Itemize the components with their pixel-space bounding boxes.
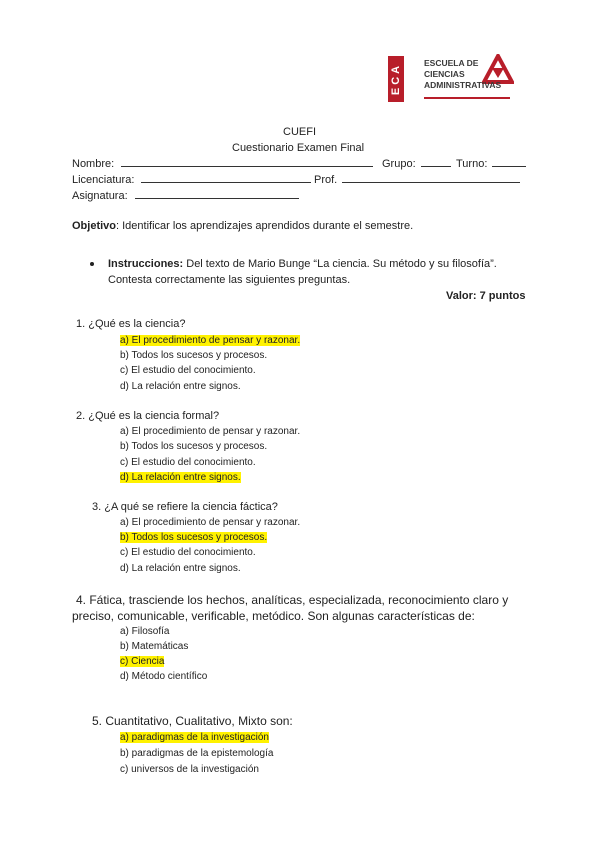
field-row-turno — [456, 157, 526, 170]
nombre-input-line[interactable] — [121, 157, 373, 167]
field-row-nombre — [72, 157, 373, 170]
turno-label: Turno: — [456, 158, 488, 170]
instrucciones-line-1 — [108, 258, 497, 270]
logo-side-bar — [388, 56, 404, 102]
logo-side-text: ECA — [390, 62, 402, 96]
q5-option-a[interactable]: a) paradigmas de la investigación — [120, 732, 269, 743]
question-5: 5. Cuantitativo, Cualitativo, Mixto son: — [92, 714, 293, 728]
question-4-line-1: 4. Fática, trasciende los hechos, analíticas, especializada, reconocimiento claro y — [76, 593, 509, 607]
question-2: 2. ¿Qué es la ciencia formal? — [76, 410, 220, 422]
prof-label: Prof. — [314, 174, 338, 186]
q4-option-d[interactable]: d) Método científico — [120, 671, 208, 682]
logo-underline — [424, 97, 510, 99]
doc-subtitle: Cuestionario Examen Final — [232, 142, 365, 154]
field-row-asignatura — [72, 189, 299, 202]
grupo-label: Grupo: — [382, 158, 416, 170]
field-row-prof — [314, 173, 520, 186]
licenciatura-input-line[interactable] — [141, 173, 311, 183]
objetivo — [72, 220, 413, 232]
logo-line-2: CIENCIAS — [424, 69, 465, 79]
bullet-icon — [90, 262, 94, 266]
asignatura-label: Asignatura: — [72, 190, 128, 202]
grupo-input-line[interactable] — [421, 157, 451, 167]
q2-option-c[interactable]: c) El estudio del conocimiento. — [120, 457, 256, 468]
q1-option-b[interactable]: b) Todos los sucesos y procesos. — [120, 350, 268, 361]
q4-option-b[interactable]: b) Matemáticas — [120, 641, 189, 652]
q1-option-c[interactable]: c) El estudio del conocimiento. — [120, 365, 256, 376]
question-1: 1. ¿Qué es la ciencia? — [76, 318, 186, 330]
q3-option-a[interactable]: a) El procedimiento de pensar y razonar. — [120, 517, 301, 528]
school-logo — [382, 50, 518, 112]
logo-line-1: ESCUELA DE — [424, 58, 479, 68]
instrucciones-text-1: Del texto de Mario Bunge “La ciencia. Su método y su filosofía”. — [183, 258, 497, 270]
q5-option-c[interactable]: c) universos de la investigación — [120, 764, 259, 775]
q4-option-a[interactable]: a) Filosofía — [120, 626, 170, 637]
prof-input-line[interactable] — [342, 173, 520, 183]
q1-option-d[interactable]: d) La relación entre signos. — [120, 381, 241, 392]
licenciatura-label: Licenciatura: — [72, 174, 135, 186]
q5-option-b[interactable]: b) paradigmas de la epistemología — [120, 748, 274, 759]
q2-option-d[interactable]: d) La relación entre signos. — [120, 472, 241, 483]
q4-option-c[interactable]: c) Ciencia — [120, 656, 165, 667]
valor-label: Valor: 7 puntos — [446, 290, 526, 302]
q3-option-c[interactable]: c) El estudio del conocimiento. — [120, 547, 256, 558]
objetivo-text: : Identificar los aprendizajes aprendidos durante el semestre. — [116, 220, 414, 232]
turno-input-line[interactable] — [492, 157, 526, 167]
q1-option-a[interactable]: a) El procedimiento de pensar y razonar. — [120, 335, 301, 346]
field-row-licenciatura — [72, 173, 311, 186]
question-3: 3. ¿A qué se refiere la ciencia fáctica? — [92, 501, 278, 513]
nombre-label: Nombre: — [72, 158, 115, 170]
q3-option-b[interactable]: b) Todos los sucesos y procesos. — [120, 532, 268, 543]
doc-title: CUEFI — [283, 126, 316, 138]
objetivo-label: Objetivo — [72, 220, 117, 232]
instrucciones-text-2: Contesta correctamente las siguientes preguntas. — [108, 274, 351, 286]
instrucciones-label: Instrucciones: — [108, 258, 184, 270]
q3-option-d[interactable]: d) La relación entre signos. — [120, 563, 241, 574]
question-4-line-2: preciso, comunicable, verificable, metódico. Son algunas características de: — [72, 609, 475, 623]
q2-option-b[interactable]: b) Todos los sucesos y procesos. — [120, 441, 268, 452]
logo-line-3: ADMINISTRATIVAS — [424, 80, 502, 90]
field-row-grupo — [382, 157, 451, 170]
asignatura-input-line[interactable] — [135, 189, 299, 199]
q2-option-a[interactable]: a) El procedimiento de pensar y razonar. — [120, 426, 301, 437]
logo-text — [424, 58, 501, 91]
